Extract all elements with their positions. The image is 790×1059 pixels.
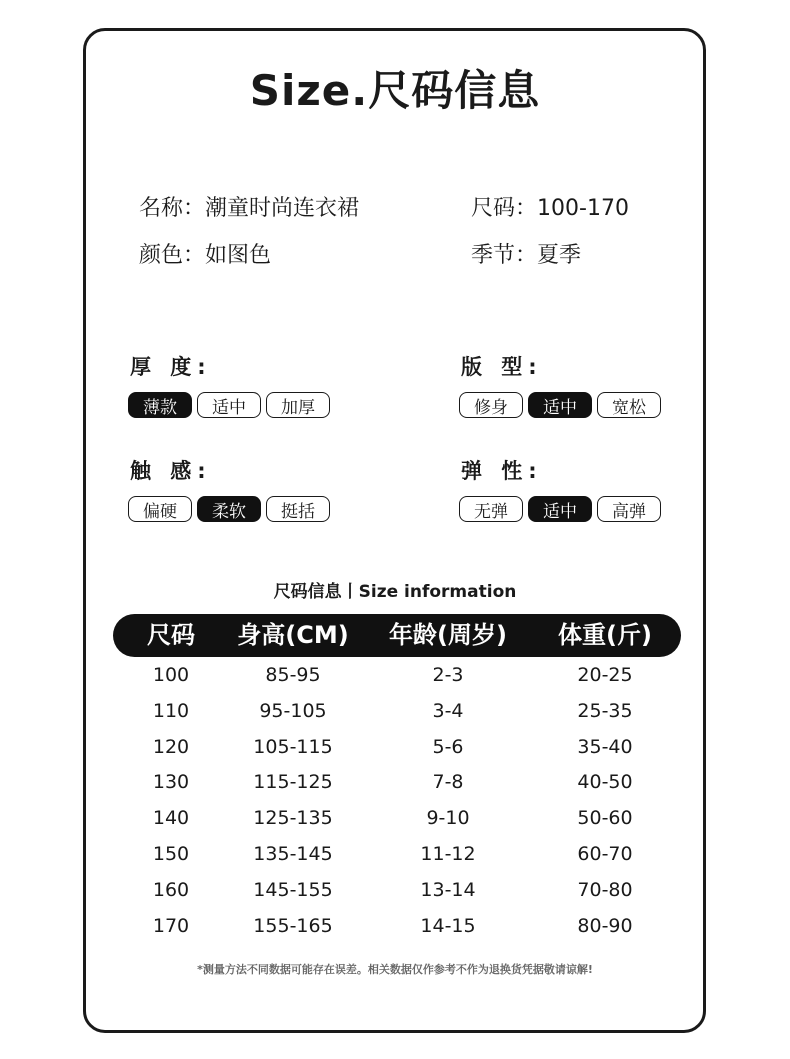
feel-label: 触 感: bbox=[130, 459, 212, 483]
table-cell: 115-125 bbox=[253, 771, 333, 794]
table-cell: 80-90 bbox=[577, 914, 633, 937]
table-cell: 50-60 bbox=[577, 807, 633, 830]
elasticity-option[interactable]: 高弹 bbox=[597, 496, 661, 522]
table-cell: 140 bbox=[152, 807, 190, 830]
elasticity-option[interactable]: 适中 bbox=[528, 496, 592, 522]
color-label: 颜色： bbox=[139, 243, 206, 268]
table-cell: 2-3 bbox=[432, 664, 464, 686]
table-cell: 110 bbox=[152, 699, 190, 722]
table-row bbox=[113, 732, 681, 762]
header-size: 尺码 bbox=[147, 621, 195, 649]
table-cell: 20-25 bbox=[577, 664, 633, 686]
table-cell: 25-35 bbox=[577, 699, 633, 722]
fit-options bbox=[459, 392, 661, 418]
thickness-options bbox=[128, 392, 330, 418]
fit-option[interactable]: 宽松 bbox=[597, 392, 661, 418]
feel-option[interactable]: 柔软 bbox=[197, 496, 261, 522]
elasticity-option[interactable]: 无弹 bbox=[459, 496, 523, 522]
size-label: 尺码： bbox=[471, 196, 538, 221]
table-cell: 145-155 bbox=[253, 878, 333, 901]
table-cell: 3-4 bbox=[432, 699, 464, 722]
table-header bbox=[113, 614, 681, 657]
feel-option[interactable]: 挺括 bbox=[266, 496, 330, 522]
table-cell: 105-115 bbox=[253, 735, 333, 758]
color-value: 如图色 bbox=[205, 243, 272, 268]
header-weight: 体重(斤) bbox=[558, 621, 652, 649]
table-cell: 160 bbox=[152, 878, 190, 901]
table-cell: 35-40 bbox=[577, 735, 633, 758]
thickness-option[interactable]: 适中 bbox=[197, 392, 261, 418]
thickness-option[interactable]: 加厚 bbox=[266, 392, 330, 418]
size-value: 100-170 bbox=[537, 196, 629, 221]
table-cell: 150 bbox=[152, 843, 190, 865]
table-cell: 40-50 bbox=[577, 771, 633, 794]
table-cell: 155-165 bbox=[253, 914, 333, 937]
table-cell: 60-70 bbox=[577, 843, 633, 865]
table-row bbox=[113, 839, 681, 869]
table-cell: 9-10 bbox=[426, 807, 470, 830]
header-age: 年龄(周岁) bbox=[389, 621, 507, 649]
fit-option[interactable]: 修身 bbox=[459, 392, 523, 418]
size-info-subtitle: 尺码信息丨Size information bbox=[273, 582, 517, 602]
feel-option[interactable]: 偏硬 bbox=[128, 496, 192, 522]
page-title: Size.尺码信息 bbox=[249, 66, 541, 115]
table-row bbox=[113, 767, 681, 797]
table-row bbox=[113, 803, 681, 833]
table-cell: 120 bbox=[152, 735, 190, 758]
table-cell: 13-14 bbox=[420, 878, 476, 901]
fit-label: 版 型: bbox=[461, 355, 543, 379]
table-cell: 130 bbox=[152, 771, 190, 794]
header-height: 身高(CM) bbox=[237, 621, 349, 649]
table-cell: 5-6 bbox=[432, 735, 464, 758]
name-label: 名称： bbox=[139, 196, 206, 221]
table-cell: 100 bbox=[152, 664, 190, 686]
table-cell: 85-95 bbox=[265, 664, 321, 686]
season-info bbox=[471, 238, 581, 269]
table-row bbox=[113, 911, 681, 941]
table-cell: 11-12 bbox=[420, 843, 476, 865]
table-cell: 125-135 bbox=[253, 807, 333, 830]
elasticity-label: 弹 性: bbox=[461, 459, 543, 483]
thickness-label: 厚 度: bbox=[130, 355, 212, 379]
table-row bbox=[113, 875, 681, 905]
color-info bbox=[139, 238, 271, 269]
feel-options bbox=[128, 496, 330, 522]
table-row bbox=[113, 696, 681, 726]
table-cell: 135-145 bbox=[253, 843, 333, 865]
name-value: 潮童时尚连衣裙 bbox=[205, 196, 360, 221]
fit-option[interactable]: 适中 bbox=[528, 392, 592, 418]
thickness-option[interactable]: 薄款 bbox=[128, 392, 192, 418]
table-cell: 95-105 bbox=[259, 699, 327, 722]
table-cell: 170 bbox=[152, 914, 190, 937]
season-label: 季节： bbox=[471, 243, 538, 268]
disclaimer-note: *测量方法不同数据可能存在误差。相关数据仅作参考不作为退换货凭据敬请谅解! bbox=[197, 963, 593, 976]
season-value: 夏季 bbox=[537, 243, 582, 268]
table-row bbox=[113, 660, 681, 690]
table-cell: 14-15 bbox=[420, 914, 476, 937]
table-cell: 7-8 bbox=[432, 771, 464, 794]
table-cell: 70-80 bbox=[577, 878, 633, 901]
elasticity-options bbox=[459, 496, 661, 522]
size-info bbox=[471, 191, 629, 222]
name-info bbox=[139, 191, 359, 222]
